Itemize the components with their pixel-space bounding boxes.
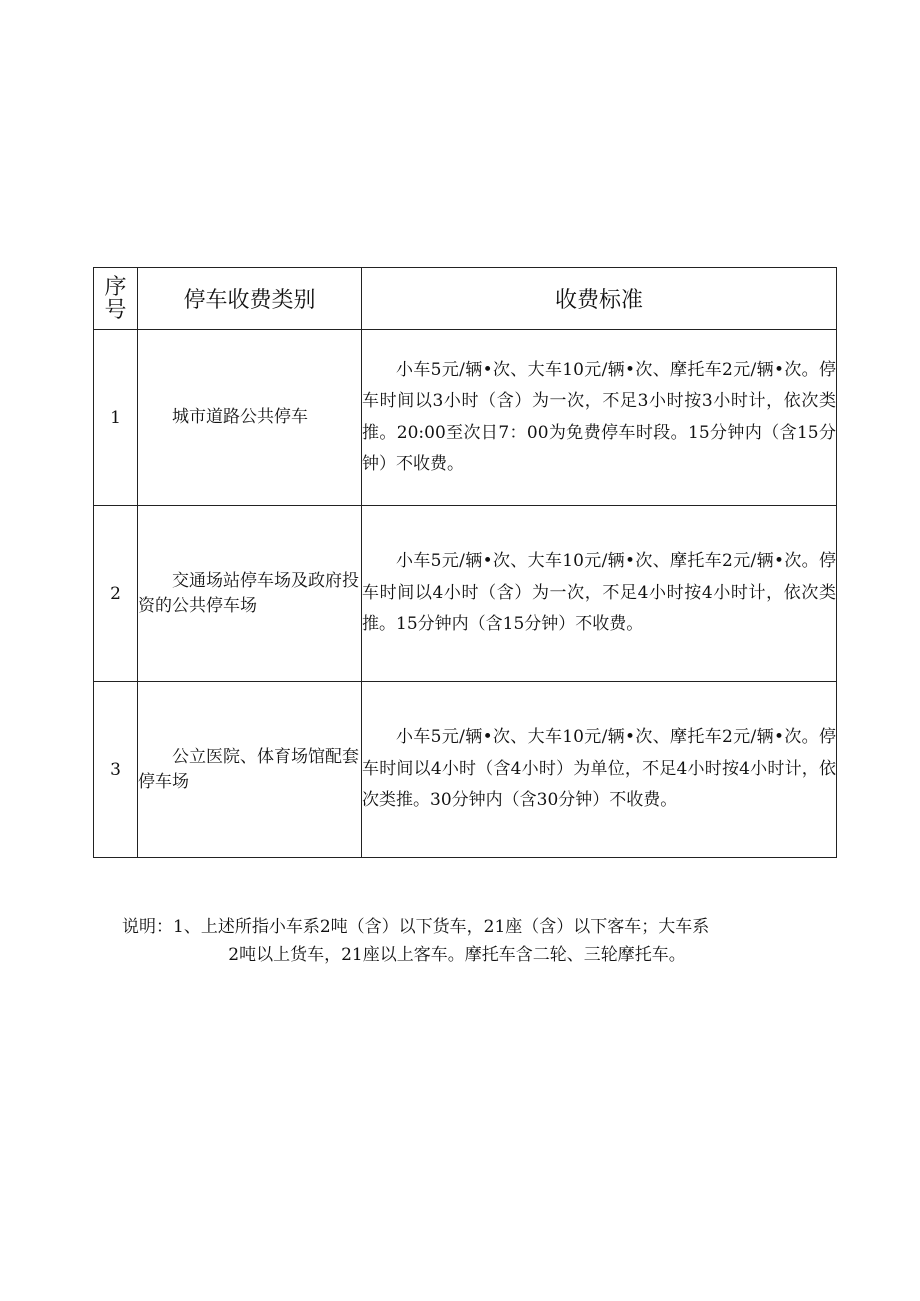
footnote-line1: 说明：1、上述所指小车系2吨（含）以下货车，21座（含）以下客车；大车系	[122, 917, 710, 937]
header-category: 停车收费类别	[138, 268, 362, 330]
footnote	[122, 913, 822, 969]
footnote-line2: 2吨以上货车，21座以上客车。摩托车含二轮、三轮摩托车。	[228, 945, 686, 965]
row-standard: 小车5元/辆•次、大车10元/辆•次、摩托车2元/辆•次。停车时间以4小时（含4小时）为单位，不足4小时按4小时计，依次类推。30分钟内（含30分钟）不收费。	[362, 682, 837, 858]
header-standard: 收费标准	[362, 268, 837, 330]
table-row	[94, 682, 837, 858]
header-serial-line2: 号	[104, 297, 127, 323]
header-serial-line1: 序	[104, 274, 127, 300]
row-serial-number: 3	[94, 682, 138, 858]
row-category: 公立医院、体育场馆配套停车场	[138, 682, 362, 858]
table-row	[94, 330, 837, 506]
row-category: 交通场站停车场及政府投资的公共停车场	[138, 506, 362, 682]
row-standard: 小车5元/辆•次、大车10元/辆•次、摩托车2元/辆•次。停车时间以3小时（含）为一次，不足3小时按3小时计，依次类推。20:00至次日7：00为免费停车时段。15分钟内（含15分钟）不收费。	[362, 330, 837, 506]
row-category: 城市道路公共停车	[138, 330, 362, 506]
header-serial-number	[94, 268, 138, 330]
table-row	[94, 506, 837, 682]
row-serial-number: 2	[94, 506, 138, 682]
row-serial-number: 1	[94, 330, 138, 506]
parking-fee-table	[93, 267, 837, 858]
table-header-row	[94, 268, 837, 330]
row-standard: 小车5元/辆•次、大车10元/辆•次、摩托车2元/辆•次。停车时间以4小时（含）为一次，不足4小时按4小时计，依次类推。15分钟内（含15分钟）不收费。	[362, 506, 837, 682]
